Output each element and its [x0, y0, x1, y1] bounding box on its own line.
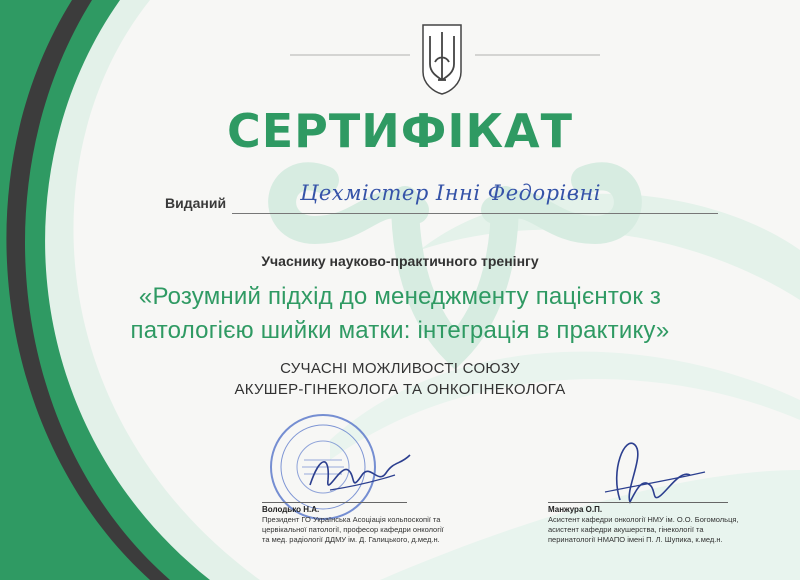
issued-underline [232, 213, 718, 214]
left-signature-line [262, 502, 407, 503]
certificate-title: СЕРТИФІКАТ [226, 104, 574, 158]
training-topic-line2: патологією шийки матки: інтеграція в практику» [130, 317, 670, 344]
right-signatory-title-line2: асистент кафедри акушерства, гінекології та [548, 525, 704, 534]
left-signature [300, 435, 420, 505]
right-signatory-title-line3: перинатології НМАПО імені П. Л. Шупика, к.мед.н. [548, 535, 723, 544]
right-signature-line [548, 502, 728, 503]
participant-text: Учаснику науково-практичного тренінгу [261, 253, 539, 269]
left-signatory-name: Володько Н.А. [262, 505, 320, 514]
subtitle-line1: СУЧАСНІ МОЖЛИВОСТІ СОЮЗУ [280, 360, 520, 377]
subtitle-line2: АКУШЕР-ГІНЕКОЛОГА ТА ОНКОГІНЕКОЛОГА [234, 381, 566, 398]
right-signatory-title-line1: Асистент кафедри онкології НМУ ім. О.О. Богомольця, [548, 515, 739, 524]
right-signatory-name: Манжура О.П. [548, 505, 603, 514]
right-signature [600, 430, 710, 510]
left-signatory-title-line2: цервікальної патології, професор кафедри онкології [262, 525, 444, 534]
training-topic-line1: «Розумний підхід до менеджменту пацієнток з [138, 283, 662, 310]
left-signatory-title-line1: Президент ГО Українська Асоціація кольпоскопії та [262, 515, 441, 524]
recipient-name: Цехмістер Інні Федорівні [300, 181, 602, 205]
left-signatory-title-line3: та мед. радіології ДДМУ ім. Д. Галицького, д.мед.н. [262, 535, 440, 544]
issued-label: Виданий [165, 195, 227, 211]
trident-emblem-icon [420, 22, 464, 96]
